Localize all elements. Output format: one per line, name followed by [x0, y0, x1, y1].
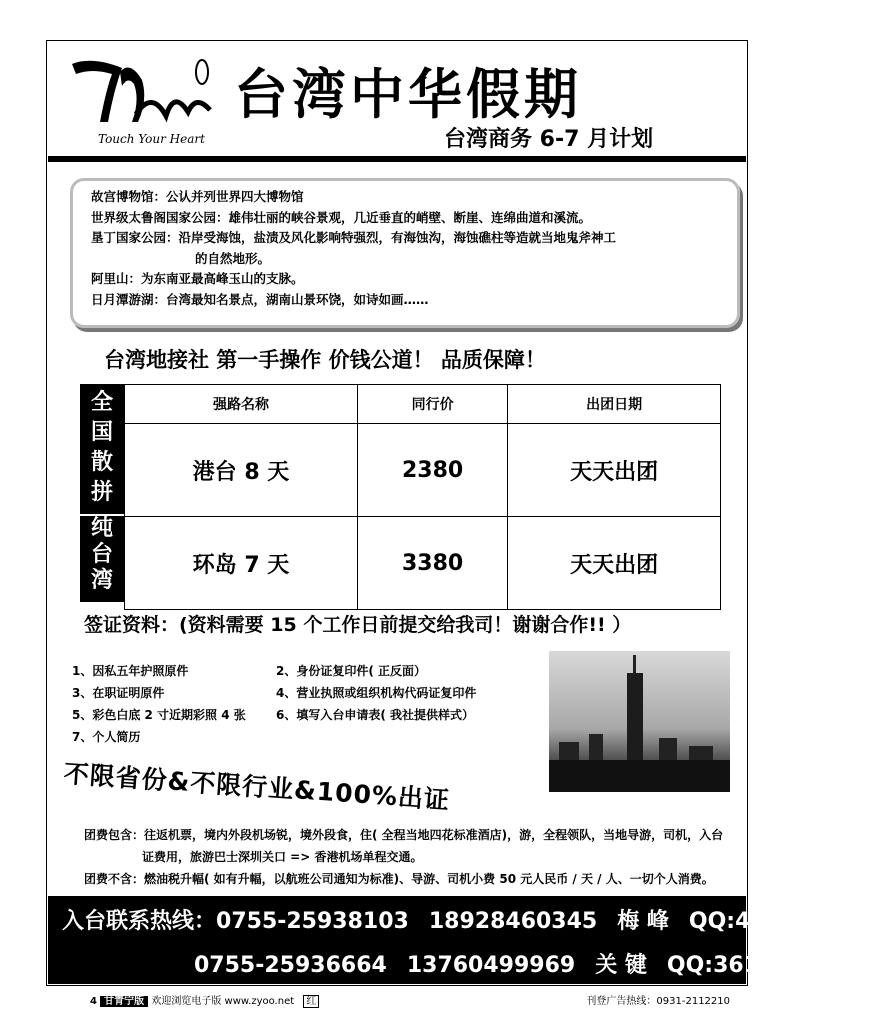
- contact-label: 入台联系热线：: [62, 909, 217, 934]
- header-price: 同行价: [357, 385, 507, 424]
- attraction-row: [91, 269, 727, 290]
- logo-slogan: Touch Your Heart: [98, 132, 205, 146]
- attraction-desc: 的自然地形。: [195, 250, 271, 266]
- attraction-name: 垦丁国家公园：: [91, 230, 179, 245]
- fees-include: [84, 824, 734, 846]
- attraction-row: [91, 290, 727, 311]
- route-cell: 环岛 7 天: [125, 517, 358, 610]
- tour-table: [80, 384, 721, 602]
- visa-item: 5、彩色白底 2 寸近期彩照 4 张: [72, 708, 246, 722]
- taiwan-logo-mark: [62, 50, 222, 140]
- side-label-char: 拼: [90, 480, 113, 505]
- price-cell: 2380: [357, 424, 507, 517]
- contact-bar: [48, 896, 873, 984]
- table-header-row: [125, 385, 721, 424]
- contact-name: 梅 峰: [617, 909, 669, 934]
- contact-phone: 0755-25936664: [194, 953, 387, 978]
- fees-include-text: 往返机票，境内外段机场锐，境外段食，住( 全程当地四花标准酒店)，游，全程领队，当地导游，司机，入台: [144, 828, 724, 842]
- attraction-name: 故宫博物馆：: [91, 189, 167, 204]
- visa-item: 1、因私五年护照原件: [72, 664, 189, 678]
- fees-include-cont: 证费用，旅游巴士深圳关口 => 香港机场单程交通。: [142, 850, 423, 864]
- side-label-char: 台: [90, 542, 113, 567]
- tour-grid: [124, 384, 721, 610]
- visa-item: 4、营业执照或组织机构代码证复印件: [276, 686, 477, 700]
- browse-text: 欢迎浏览电子版 www.zyoo.net: [151, 996, 295, 1007]
- price-cell: 3380: [357, 517, 507, 610]
- promo-slogan: 不限省份&不限行业&100%出证: [62, 759, 451, 815]
- taipei-101-photo: [549, 651, 730, 792]
- building: [559, 742, 579, 762]
- attraction-desc: 公认并列世界四大博物馆: [166, 189, 304, 204]
- fees-exclude-label: 团费不含：: [84, 872, 145, 886]
- visa-item: 7、个人简历: [72, 730, 141, 744]
- tower-spire: [633, 655, 636, 675]
- contact-line-2: [194, 948, 851, 979]
- page-footer: [90, 992, 730, 1007]
- contact-phone: 0755-25938103: [216, 909, 409, 934]
- route-cell: 港台 8 天: [125, 424, 358, 517]
- attraction-row: [91, 228, 727, 249]
- attraction-desc: 雄伟壮丽的峡谷景观，几近垂直的峭壁、断崖、连绵曲道和溪流。: [228, 209, 592, 225]
- side-label-national: [80, 388, 124, 508]
- side-label-char: 国: [90, 420, 113, 445]
- attraction-desc: 为东南亚最高峰玉山的支脉。: [141, 271, 304, 286]
- edition-badge: 甘青宁版: [100, 996, 148, 1007]
- table-row: [125, 517, 721, 610]
- contact-name: 关 键: [595, 953, 647, 978]
- side-label-taiwan: [80, 516, 124, 594]
- visa-title: 签证资料：(资料需要 15 个工作日前提交给我司！谢谢合作!! ）: [84, 614, 632, 636]
- attraction-row: [91, 187, 727, 208]
- contact-mobile: 18928460345: [428, 909, 598, 934]
- fees-section: [84, 824, 734, 890]
- tower-body: [627, 673, 643, 773]
- contact-mobile: 13760499969: [406, 953, 576, 978]
- contact-qq: QQ:361212150: [666, 953, 851, 978]
- building: [589, 734, 603, 762]
- slogan: 台湾地接社 第一手操作 价钱公道！ 品质保障！: [104, 348, 546, 372]
- attraction-name: 阿里山：: [91, 271, 142, 286]
- visa-item: 6、填写入台申请表( 我社提供样式）: [276, 708, 475, 722]
- city-skyline: [549, 760, 730, 792]
- building: [659, 738, 677, 762]
- attraction-desc: 沿岸受海蚀，盐渍及风化影响特强烈，有海蚀沟，海蚀礁柱等造就当地鬼斧神工: [178, 230, 617, 245]
- schedule-cell: 天天出团: [508, 517, 721, 610]
- page-subtitle: 台湾商务 6-7 月计划: [444, 127, 654, 152]
- header-schedule: 出团日期: [508, 385, 721, 424]
- header-divider: [48, 156, 746, 162]
- page-number: 4: [90, 996, 97, 1007]
- visa-item: 3、在职证明原件: [72, 686, 165, 700]
- side-label-char: 散: [90, 450, 113, 475]
- table-row: [125, 424, 721, 517]
- attractions-box: [70, 178, 740, 328]
- fees-exclude-text: 燃油税升幅( 如有升幅，以航班公司通知为标准)、导游、司机小费 50 元人民币 / 天 / 人、一切个人消费。: [144, 872, 714, 886]
- contact-line-1: [62, 904, 873, 935]
- fees-exclude: [84, 868, 734, 890]
- side-label-char: 全: [90, 390, 113, 415]
- attraction-row: [91, 208, 727, 229]
- fees-include-label: 团费包含：: [84, 828, 145, 842]
- attraction-desc: 台湾最知名景点，湖南山景环饶，如诗如画……: [166, 291, 429, 307]
- contact-qq: QQ:447953262: [688, 909, 873, 934]
- page-title: 台湾中华假期: [234, 63, 582, 126]
- schedule-cell: 天天出团: [508, 424, 721, 517]
- attraction-name: 日月潭游湖：: [91, 291, 167, 307]
- side-label-char: 湾: [90, 568, 113, 593]
- side-label-char: 纯: [90, 516, 113, 541]
- visa-item: 2、身份证复印件( 正反面）: [276, 664, 427, 678]
- header-route: 强路名称: [125, 385, 358, 424]
- ad-hotline: 刊登广告热线：0931-2112210: [586, 996, 730, 1007]
- attraction-row: [91, 249, 727, 270]
- edition-tag: 红: [303, 995, 319, 1008]
- attraction-name: 世界级太鲁阁国家公园：: [91, 209, 229, 225]
- tour-side-labels: [80, 384, 124, 602]
